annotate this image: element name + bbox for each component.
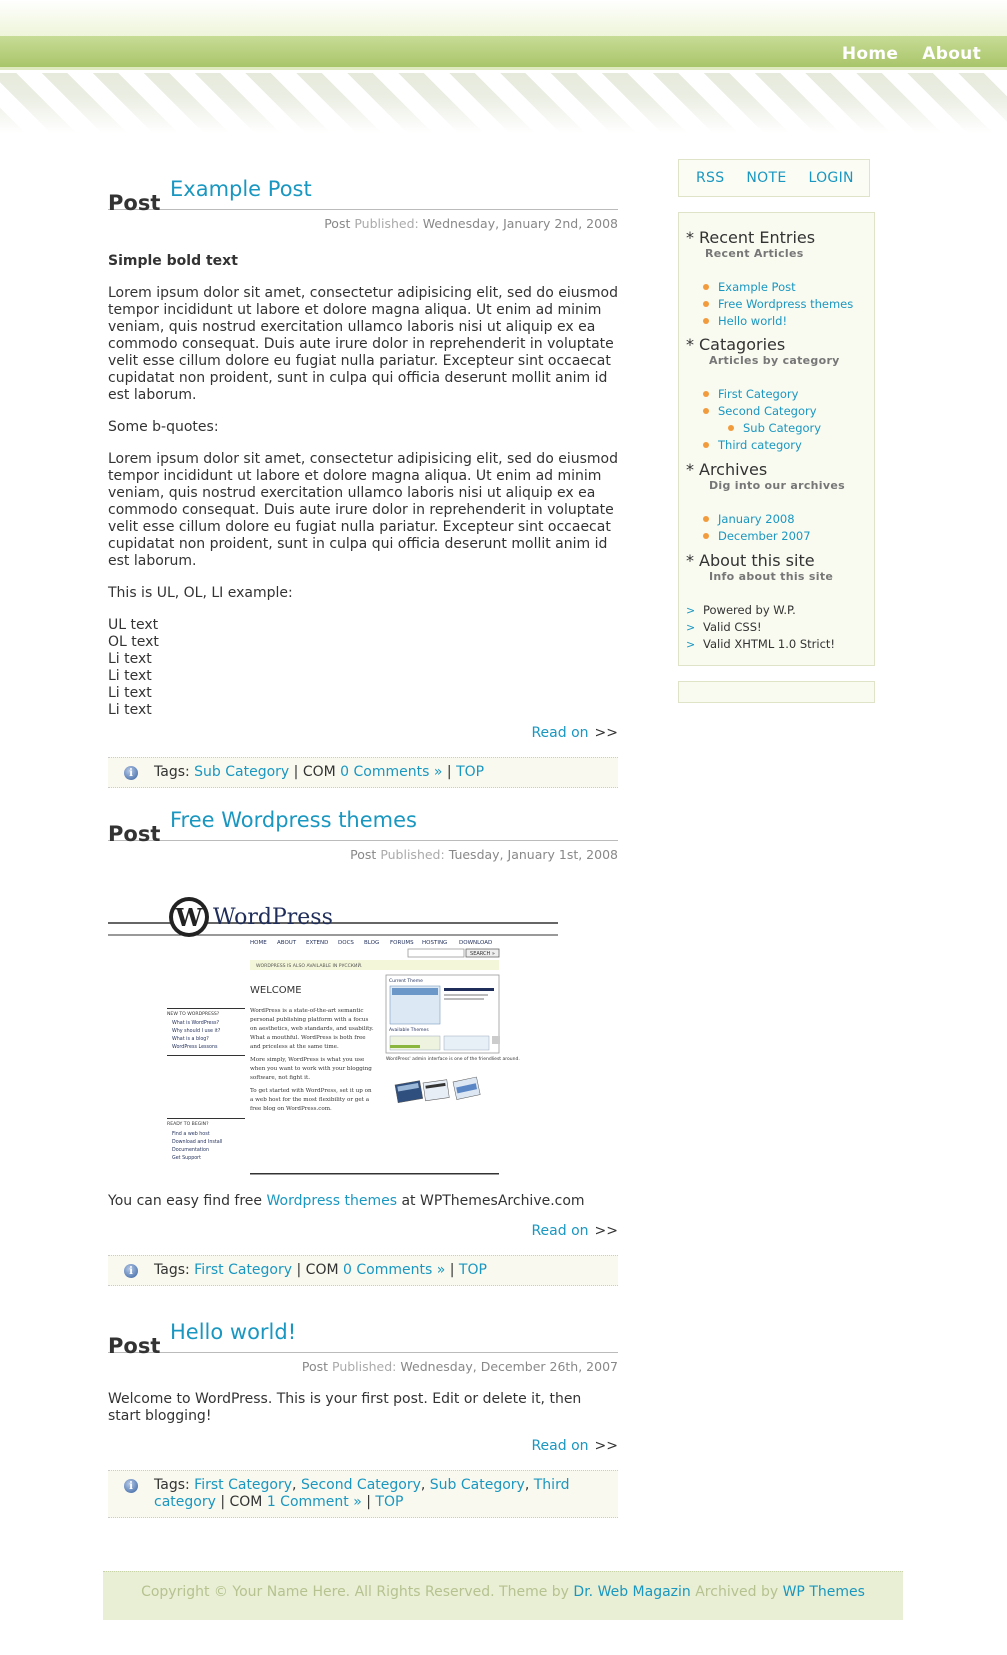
com-label: COM <box>229 1494 263 1510</box>
wp-nav <box>250 940 492 946</box>
sidebar-link[interactable]: Third category <box>703 437 840 454</box>
sidebar-section-title <box>686 460 845 479</box>
text-after: at WPThemesArchive.com <box>401 1193 585 1209</box>
info-icon <box>124 766 138 780</box>
svg-text:HOME: HOME <box>250 940 267 946</box>
sidebar-recent-entries <box>686 228 853 330</box>
comma: , <box>420 1477 426 1493</box>
separator: | <box>449 1262 455 1278</box>
top-link[interactable]: TOP <box>375 1494 404 1510</box>
meta-post: Post <box>301 1359 329 1374</box>
header-top-band <box>0 0 1007 36</box>
sidebar-section-title <box>686 551 835 570</box>
separator: | <box>220 1494 226 1510</box>
post-meta <box>108 1359 618 1374</box>
sidebar-link[interactable]: Sub Category <box>728 420 840 437</box>
sidebar-section-subtitle: Info about this site <box>709 570 834 583</box>
footer-link-wpthemes[interactable]: WP Themes <box>782 1584 865 1600</box>
sidebar-link[interactable]: First Category <box>703 386 840 403</box>
read-on-arrows: >> <box>594 725 618 741</box>
svg-text:What is WordPress?: What is WordPress? <box>172 1021 219 1026</box>
post-example <box>108 170 618 788</box>
sidebar-link[interactable]: Example Post <box>703 279 853 296</box>
svg-text:WordPress' admin interface is: WordPress' admin interface is one of the friendliest around. <box>386 1057 520 1062</box>
sidebar-section-subtitle: Recent Articles <box>705 247 804 260</box>
sidebar-empty-box <box>678 681 875 703</box>
star-icon: * <box>686 460 694 479</box>
list-item: UL text <box>108 617 159 633</box>
post-hello-world <box>108 1313 618 1518</box>
tag-link[interactable]: Second Category <box>300 1477 421 1493</box>
post-title-link[interactable]: Example Post <box>170 177 312 201</box>
svg-text:Download and Install: Download and Install <box>172 1140 223 1145</box>
comma: , <box>524 1477 530 1493</box>
list-label: This is UL, OL, LI example: <box>108 585 293 601</box>
note-link[interactable]: NOTE <box>746 170 787 186</box>
sidebar-top-links <box>678 159 870 197</box>
meta-post: Post <box>350 847 377 862</box>
post-date: Wednesday, January 2nd, 2008 <box>422 216 618 231</box>
footer <box>103 1571 903 1620</box>
list-item: Li text <box>108 685 152 701</box>
meta-label: Published: <box>354 216 419 231</box>
sidebar-link[interactable]: December 2007 <box>703 528 845 545</box>
nav-about[interactable]: About <box>922 44 981 64</box>
sidebar-link[interactable]: Hello world! <box>703 313 853 330</box>
svg-text:NEW TO WORDPRESS?: NEW TO WORDPRESS? <box>167 1012 220 1017</box>
meta-label: Published: <box>332 1359 397 1374</box>
bold-text: Simple bold text <box>108 253 238 269</box>
svg-text:HOSTING: HOSTING <box>422 940 448 946</box>
paragraph: Lorem ipsum dolor sit amet, consectetur adipisicing elit, sed do eiusmod tempor incididunt ut labore et dolore magna aliqua. Ut enim ad minim veniam, quis nostrud exercitation ullamco laboris nisi ut aliquip ex ea commodo consequat. Duis aute irure dolor in reprehenderit in voluptate velit esse cillum dolore eu fugiat nulla pariatur. Excepteur sint occaecat cupidatat non proident, sunt in culpa qui officia deserunt mollit anim id est laborum. <box>108 451 618 569</box>
svg-text:SEARCH »: SEARCH » <box>470 951 495 957</box>
wp-para: More simply, WordPress is what you use when you want to work with your blogging software, not fight it. <box>250 1057 372 1081</box>
post-title-link[interactable]: Hello world! <box>170 1320 297 1344</box>
wordpress-screenshot-image <box>108 890 558 1175</box>
svg-text:W: W <box>175 903 203 932</box>
info-icon <box>124 1479 138 1493</box>
header-stripes-fade <box>0 73 1007 133</box>
svg-text:ABOUT: ABOUT <box>277 940 297 946</box>
footer-link-drweb[interactable]: Dr. Web Magazin <box>573 1584 691 1600</box>
svg-text:READY TO BEGIN?: READY TO BEGIN? <box>167 1122 209 1127</box>
section-title-text: Catagories <box>699 335 786 354</box>
star-icon: * <box>686 228 694 247</box>
svg-text:FORUMS: FORUMS <box>390 940 414 946</box>
post-title-link[interactable]: Free Wordpress themes <box>170 808 417 832</box>
sidebar-archives <box>686 460 845 545</box>
tags-label: Tags: <box>154 1477 190 1493</box>
sidebar-link[interactable]: > Valid XHTML 1.0 Strict! <box>688 636 835 653</box>
nav-home[interactable]: Home <box>841 44 899 64</box>
list-item: Li text <box>108 651 152 667</box>
svg-text:Get Support: Get Support <box>172 1156 202 1161</box>
svg-text:Available Themes: Available Themes <box>389 1028 429 1033</box>
svg-text:BLOG: BLOG <box>364 940 380 946</box>
read-on-link[interactable]: Read on <box>531 1223 589 1239</box>
post-meta <box>108 847 618 862</box>
meta-post: Post <box>324 216 351 231</box>
tags-label: Tags: <box>154 1262 190 1278</box>
separator: | <box>446 764 452 780</box>
post-label: Post <box>108 191 161 215</box>
svg-text:Documentation: Documentation <box>172 1148 209 1153</box>
post-body <box>108 253 618 719</box>
login-link[interactable]: LOGIN <box>808 170 854 186</box>
sidebar-section-subtitle: Articles by category <box>709 354 840 367</box>
svg-text:WORDPRESS IS ALSO AVAILABLE IN: WORDPRESS IS ALSO AVAILABLE IN РУССКИЙ. <box>256 964 363 969</box>
section-title-text: Archives <box>699 460 768 479</box>
svg-text:DOWNLOAD: DOWNLOAD <box>459 940 493 946</box>
tag-link[interactable]: Sub Category <box>194 764 290 780</box>
sidebar-link[interactable]: January 2008 <box>703 511 845 528</box>
post-tag-bar <box>108 757 618 788</box>
comments-link[interactable]: 1 Comment » <box>266 1494 362 1510</box>
tag-link[interactable]: Third category <box>154 1477 570 1510</box>
wp-logo-text: WordPress <box>213 905 333 930</box>
list-item: Li text <box>108 668 152 684</box>
about-list <box>688 602 835 653</box>
sidebar-link[interactable]: Free Wordpress themes <box>703 296 853 313</box>
sidebar-link[interactable]: > Powered by W.P. <box>688 602 835 619</box>
wp-para: WordPress is a state-of-the-art semantic personal publishing platform with a focus on aesthetics, web standards, and usability. What a mouthful. WordPress is both free and priceless at the same time. <box>250 1008 374 1050</box>
post-free-themes <box>108 801 618 1286</box>
tag-link[interactable]: Sub Category <box>429 1477 525 1493</box>
tag-link[interactable]: First Category <box>194 1477 293 1493</box>
sidebar <box>678 212 875 666</box>
post-date: Wednesday, December 26th, 2007 <box>400 1359 618 1374</box>
paragraph: Welcome to WordPress. This is your first post. Edit or delete it, then start blogging! <box>108 1391 582 1424</box>
bquote-label: Some b-quotes: <box>108 419 219 435</box>
read-on-link[interactable]: Read on <box>531 725 589 741</box>
post-header <box>108 801 618 846</box>
paragraph: Lorem ipsum dolor sit amet, consectetur adipisicing elit, sed do eiusmod tempor incididunt ut labore et dolore magna aliqua. Ut enim ad minim veniam, quis nostrud exercitation ullamco laboris nisi ut aliquip ex ea commodo consequat. Duis aute irure dolor in reprehenderit in voluptate velit esse cillum dolore eu fugiat nulla pariatur. Excepteur sint occaecat cupidatat non proident, sunt in culpa qui officia deserunt mollit anim id est laborum. <box>108 285 618 403</box>
separator: | <box>293 764 299 780</box>
footer-copyright: Copyright © Your Name Here. All Rights Reserved. Theme by <box>141 1584 569 1600</box>
example-list <box>108 617 618 719</box>
footer-archived: Archived by <box>695 1584 779 1600</box>
text-before: You can easy find free <box>108 1193 263 1209</box>
tag-link[interactable]: First Category <box>194 1262 293 1278</box>
section-title-text: Recent Entries <box>699 228 816 247</box>
read-on <box>108 725 618 741</box>
meta-label: Published: <box>380 847 445 862</box>
archives-list <box>703 511 845 545</box>
tags-label: Tags: <box>154 764 190 780</box>
star-icon: * <box>686 551 694 570</box>
list-item: Li text <box>108 702 152 718</box>
post-header <box>108 1313 618 1358</box>
info-icon <box>124 1264 138 1278</box>
com-label: COM <box>302 764 336 780</box>
post-body <box>108 1193 618 1210</box>
post-meta <box>108 216 618 231</box>
wordpress-themes-link[interactable]: Wordpress themes <box>266 1193 397 1209</box>
read-on-arrows: >> <box>594 1223 618 1239</box>
sidebar-section-subtitle: Dig into our archives <box>709 479 845 492</box>
svg-text:Current Theme: Current Theme <box>389 979 423 984</box>
com-label: COM <box>305 1262 339 1278</box>
read-on <box>108 1223 618 1239</box>
post-tag-bar <box>108 1255 618 1286</box>
svg-text:What is a blog?: What is a blog? <box>172 1037 209 1042</box>
categories-list <box>703 386 840 454</box>
top-link[interactable]: TOP <box>456 764 485 780</box>
sidebar-section-title <box>686 228 853 247</box>
svg-text:EXTEND: EXTEND <box>306 940 329 946</box>
post-label: Post <box>108 822 161 846</box>
post-label: Post <box>108 1334 161 1358</box>
sidebar-link[interactable]: Second Category <box>703 403 840 420</box>
sidebar-categories <box>686 335 840 454</box>
wp-para: To get started with WordPress, set it up on a web host for the most flexibility or get a free blog on WordPress.com. <box>250 1088 372 1112</box>
paragraph <box>108 1193 618 1210</box>
read-on <box>108 1438 618 1454</box>
main-nav <box>842 44 981 64</box>
rss-link[interactable]: RSS <box>696 170 725 186</box>
svg-text:DOCS: DOCS <box>338 940 354 946</box>
star-icon: * <box>686 335 694 354</box>
wordpress-screenshot <box>108 890 558 1175</box>
post-header <box>108 170 618 215</box>
comments-link[interactable]: 0 Comments » <box>343 1262 446 1278</box>
section-title-text: About this site <box>699 551 815 570</box>
recent-entries-list <box>703 279 853 330</box>
sidebar-section-title <box>686 335 840 354</box>
svg-text:Why should I use it?: Why should I use it? <box>172 1029 221 1034</box>
svg-text:WordPress Lessons: WordPress Lessons <box>172 1045 218 1050</box>
separator: | <box>296 1262 302 1278</box>
top-link[interactable]: TOP <box>458 1262 487 1278</box>
list-item: OL text <box>108 634 159 650</box>
comments-link[interactable]: 0 Comments » <box>340 764 443 780</box>
post-date: Tuesday, January 1st, 2008 <box>448 847 618 862</box>
separator: | <box>366 1494 371 1510</box>
svg-text:WELCOME: WELCOME <box>250 985 302 996</box>
read-on-link[interactable]: Read on <box>531 1438 589 1454</box>
comma: , <box>292 1477 297 1493</box>
post-body <box>108 1391 618 1425</box>
post-tag-bar <box>108 1470 618 1518</box>
read-on-arrows: >> <box>594 1438 618 1454</box>
sidebar-about <box>686 551 835 653</box>
sidebar-link[interactable]: > Valid CSS! <box>688 619 835 636</box>
svg-text:Find a web host: Find a web host <box>172 1132 210 1137</box>
